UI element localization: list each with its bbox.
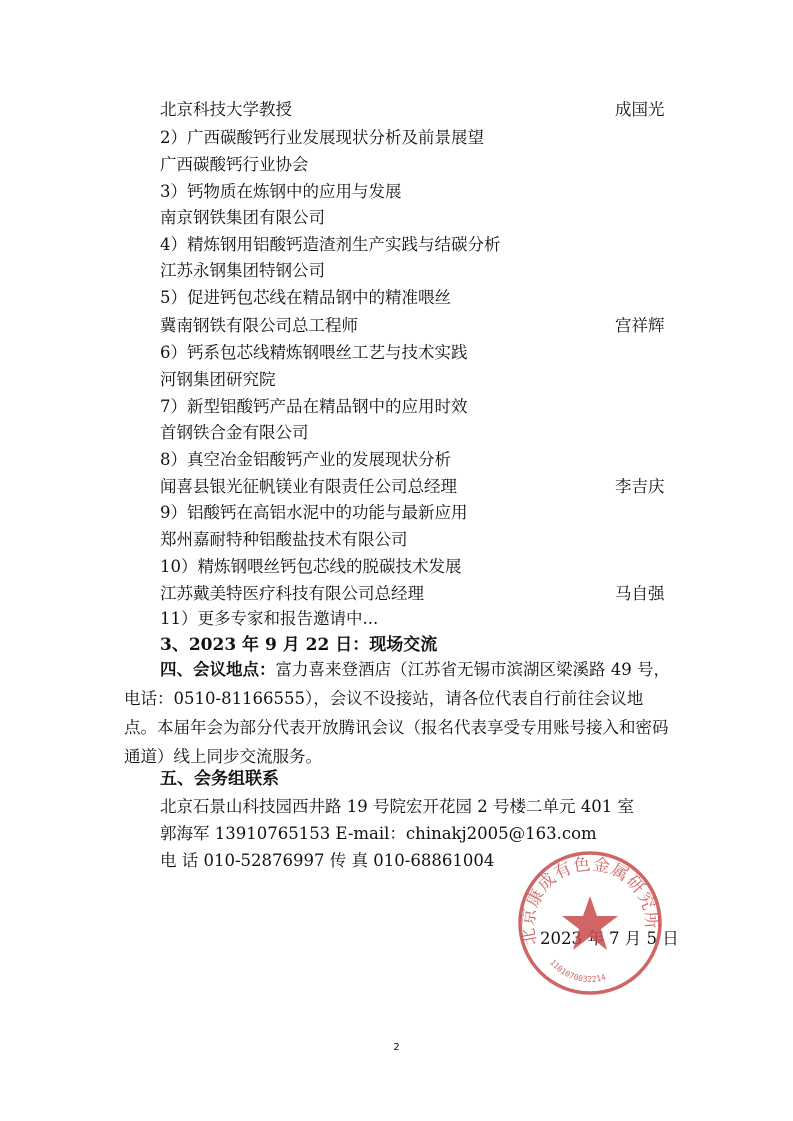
section-3-heading: 3、2023 年 9 月 22 日：现场交流 xyxy=(160,635,438,655)
contact-person: 郭海军 13910765153 E-mail：chinakj2005@163.com xyxy=(160,824,597,843)
item-text: 广西碳酸钙行业协会 xyxy=(160,155,309,174)
speaker-name: 马自强 xyxy=(615,584,665,603)
item-text: 6）钙系包芯线精炼钢喂丝工艺与技术实践 xyxy=(160,343,468,362)
item-text: 3）钙物质在炼钢中的应用与发展 xyxy=(160,182,402,201)
official-seal-stamp xyxy=(515,848,665,998)
item-text: 河钢集团研究院 xyxy=(160,370,276,389)
item-text: 江苏永钢集团特钢公司 xyxy=(160,261,325,280)
contact-phone: 电 话 010-52876997 传 真 010-68861004 xyxy=(160,851,495,870)
item-text: 北京科技大学教授 xyxy=(160,100,292,119)
page-number: 2 xyxy=(393,1042,400,1053)
item-text: 4）精炼钢用铝酸钙造渣剂生产实践与结碳分析 xyxy=(160,235,501,254)
item-text: 9）铝酸钙在高铝水泥中的功能与最新应用 xyxy=(160,503,468,522)
speaker-name: 李吉庆 xyxy=(615,477,665,496)
item-text: 11）更多专家和报告邀请中... xyxy=(160,609,379,628)
item-text: 首钢铁合金有限公司 xyxy=(160,423,309,442)
seal-number-text: 1101070032214 xyxy=(547,957,607,984)
venue-text: 富力喜来登酒店（江苏省无锡市滨湖区梁溪路 49 号，电话：0510-81166555），会议不设接站，请各位代表自行前往会议地点。本届年会为部分代表开放腾讯会议（报名代表享受专用账号接入和密码通道）线上同步交流服务。 xyxy=(124,660,670,766)
speaker-name: 宫祥辉 xyxy=(615,316,665,335)
seal-star xyxy=(562,896,618,950)
item-text: 江苏戴美特医疗科技有限公司总经理 xyxy=(160,584,424,603)
contact-heading: 五、会务组联系 xyxy=(160,769,279,789)
venue-paragraph xyxy=(124,655,674,771)
document-date: 2023 年 7 月 5 日 xyxy=(540,929,679,948)
seal-org-text: 北京康成有色金属研究所 xyxy=(518,854,662,947)
item-text: 5）促进钙包芯线在精品钢中的精准喂丝 xyxy=(160,288,451,307)
venue-label: 四、会议地点： xyxy=(160,660,276,679)
item-text: 10）精炼钢喂丝钙包芯线的脱碳技术发展 xyxy=(160,557,462,576)
item-text: 南京钢铁集团有限公司 xyxy=(160,208,325,227)
contact-address: 北京石景山科技园西井路 19 号院宏开花园 2 号楼二单元 401 室 xyxy=(160,797,634,816)
speaker-name: 成国光 xyxy=(615,100,665,119)
svg-text:1101070032214 xyxy=(548,958,607,984)
item-text: 8）真空冶金铝酸钙产业的发展现状分析 xyxy=(160,450,451,469)
item-text: 7）新型铝酸钙产品在精品钢中的应用时效 xyxy=(160,397,468,416)
item-text: 郑州嘉耐特种铝酸盐技术有限公司 xyxy=(160,530,408,549)
item-text: 2）广西碳酸钙行业发展现状分析及前景展望 xyxy=(160,128,484,147)
item-text: 冀南钢铁有限公司总工程师 xyxy=(160,316,358,335)
item-text: 闻喜县银光征帆镁业有限责任公司总经理 xyxy=(160,477,457,496)
